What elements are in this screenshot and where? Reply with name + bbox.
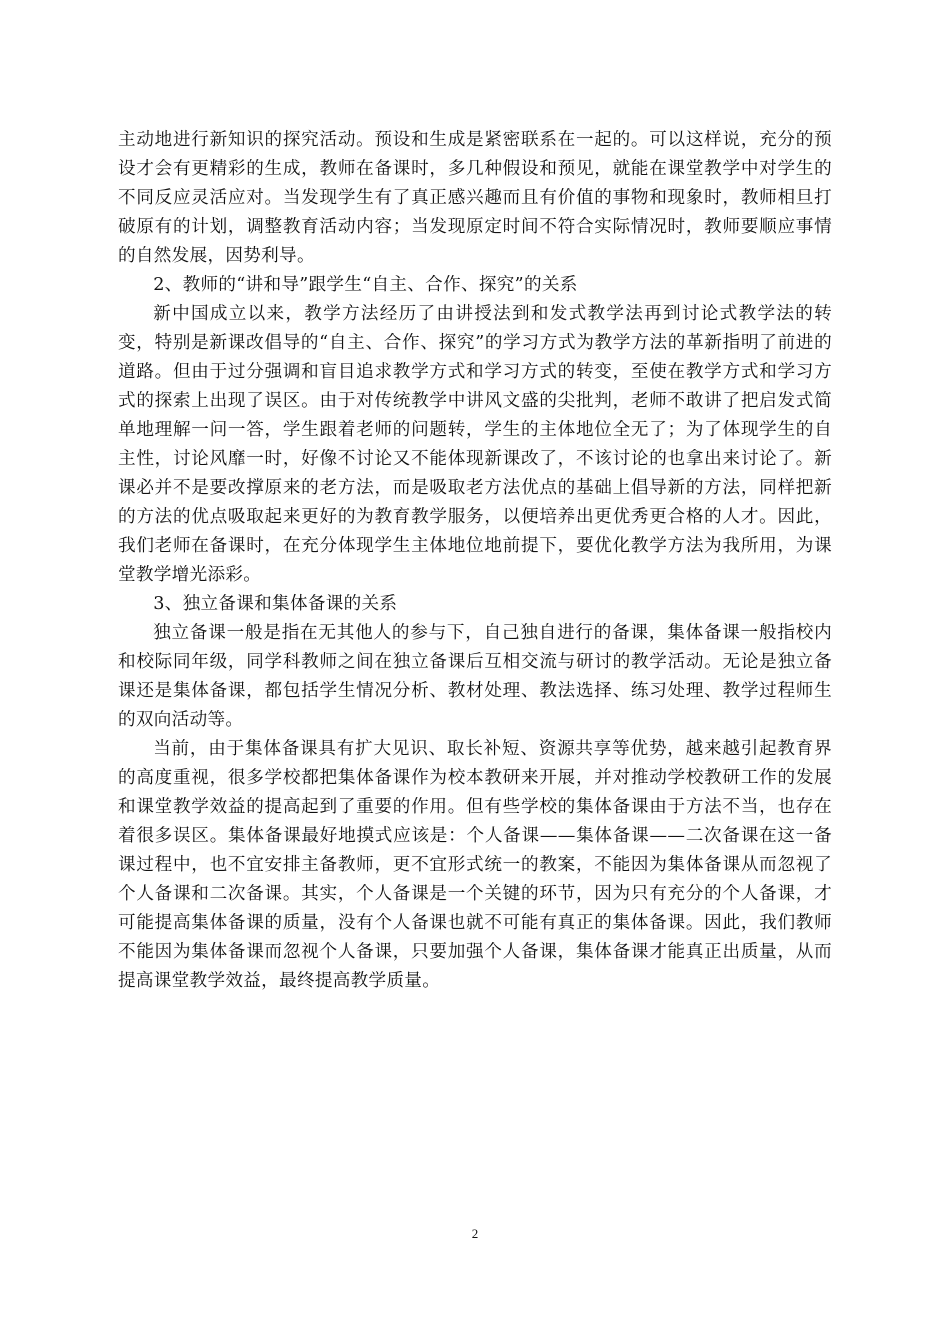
section-heading-lesson-prep: 3、独立备课和集体备课的关系 — [153, 594, 398, 614]
page-number: 2 — [471, 1226, 479, 1241]
paragraph-teaching-methods: 新中国成立以来，教学方法经历了由讲授法到和发式教学法再到讨论式教学法的转变，特别是新课改倡导的“自主、合作、探究”的学习方式为教学方法的革新指明了前进的道路。但由于过分强调和盲目追求教学方式和学习方式的转变，至使在教学方式和学习方式的探索上出现了误区。由于对传统教学中讲风文盛的尖批判，老师不敢讲了把启发式简单地理解一问一答，学生跟着老师的问题转，学生的主体地位全无了；为了体现学生的自主性，讨论风靡一时，好像不讨论又不能体现新课改了，不该讨论的也拿出来讨论了。新课必并不是要改撑原来的老方法，而是吸取老方法优点的基础上倡导新的方法，同样把新的方法的优点吸取起来更好的为教育教学服务，以便培养出更优秀更合格的人才。因此，我们老师在备课时，在充分体现学生主体地位地前提下，要优化教学方法为我所用，为课堂教学增光添彩。 — [118, 304, 832, 585]
paragraph-collective-prep: 当前，由于集体备课具有扩大见识、取长补短、资源共享等优势，越来越引起教育界的高度重视，很多学校都把集体备课作为校本教研来开展，并对推动学校教研工作的发展和课堂教学效益的提高起到了重要的作用。但有些学校的集体备课由于方法不当，也存在着很多误区。集体备课最好地摸式应该是：个人备课——集体备课——二次备课在这一备课过程中，也不宜安排主备教师，更不宜形式统一的教案，不能因为集体备课从而忽视了个人备课和二次备课。其实，个人备课是一个关键的环节，因为只有充分的个人备课，才可能提高集体备课的质量，没有个人备课也就不可能有真正的集体备课。因此，我们教师不能因为集体备课而忽视个人备课，只要加强个人备课，集体备课才能真正出质量，从而提高课堂教学效益，最终提高教学质量。 — [118, 739, 832, 991]
document-body — [118, 126, 832, 996]
paragraph-preset-generation: 主动地进行新知识的探究活动。预设和生成是紧密联系在一起的。可以这样说，充分的预设才会有更精彩的生成，教师在备课时，多几种假设和预见，就能在课堂教学中对学生的不同反应灵活应对。当发现学生有了真正感兴趣而且有价值的事物和现象时，教师相旦打破原有的计划，调整教育活动内容；当发现原定时间不符合实际情况时，教师要顺应事情的自然发展，因势利导。 — [118, 130, 832, 266]
paragraph-independent-prep: 独立备课一般是指在无其他人的参与下，自己独自进行的备课，集体备课一般指校内和校际同年级，同学科教师之间在独立备课后互相交流与研讨的教学活动。无论是独立备课还是集体备课，都包括学生情况分析、教材处理、教法选择、练习处理、教学过程师生的双向活动等。 — [118, 623, 832, 730]
section-heading-teaching-guidance: 2、教师的“讲和导”跟学生“自主、合作、探究”的关系 — [153, 275, 578, 295]
